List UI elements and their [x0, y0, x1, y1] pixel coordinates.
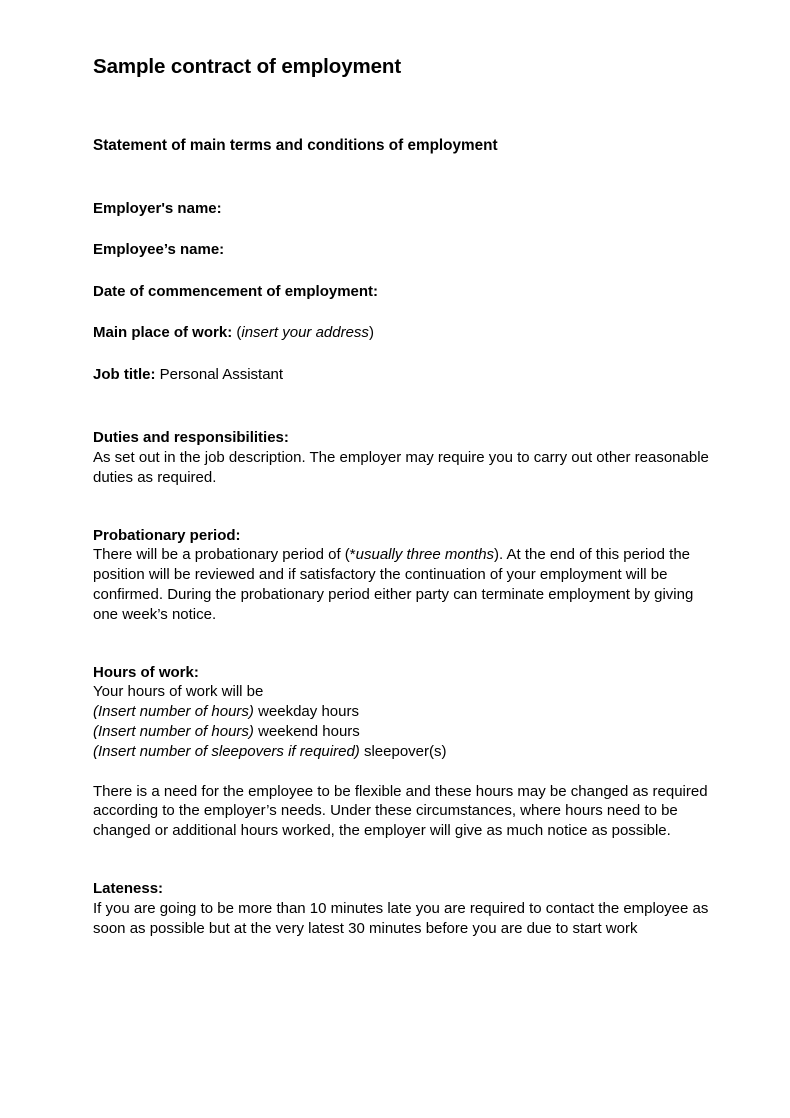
field-employer-name — [93, 199, 713, 219]
body-text-italic: usually three months — [355, 546, 495, 564]
spacer — [93, 80, 713, 136]
section-duties — [93, 428, 713, 487]
spacer — [93, 155, 713, 199]
field-label: Date of commencement of employment: — [93, 282, 379, 300]
document-content — [93, 55, 713, 938]
field-label: Employer's name: — [93, 199, 222, 217]
hours-line-text: weekend hours — [253, 722, 360, 740]
document-subtitle: Statement of main terms and conditions of employment — [93, 136, 498, 154]
hours-line-weekend — [93, 722, 713, 742]
section-probationary-period — [93, 526, 713, 625]
hours-line-sleepovers — [93, 742, 713, 762]
section-body: As set out in the job description. The employer may require you to carry out other reasonable duties as required. — [93, 449, 709, 486]
field-value-placeholder: insert your address — [241, 324, 369, 342]
employment-details-fields — [93, 199, 713, 385]
page-title: Sample contract of employment — [93, 55, 402, 78]
spacer — [93, 841, 713, 879]
field-commencement-date — [93, 282, 713, 302]
spacer — [93, 488, 713, 526]
spacer — [93, 384, 713, 428]
hours-intro: Your hours of work will be — [93, 683, 264, 701]
field-job-title — [93, 365, 713, 385]
field-main-place-of-work — [93, 323, 713, 343]
section-heading: Probationary period: — [93, 526, 241, 544]
section-lateness — [93, 879, 713, 938]
hours-line-weekday — [93, 702, 713, 722]
section-body: If you are going to be more than 10 minutes late you are required to contact the employee as soon as possible but at the very latest 30 minutes before you are due to start work — [93, 899, 709, 937]
hours-line-text: sleepover(s) — [359, 742, 447, 760]
section-body — [93, 545, 713, 624]
hours-placeholder: (Insert number of hours) — [93, 722, 254, 740]
hours-line-text: weekday hours — [253, 703, 359, 721]
spacer — [93, 625, 713, 663]
field-value-suffix: ) — [368, 324, 374, 342]
field-label: Employee’s name: — [93, 241, 225, 259]
spacer — [93, 762, 713, 782]
hours-flexibility-paragraph: There is a need for the employee to be flexible and these hours may be changed as required according to the employer’s needs. Under these circumstances, where hours need to be changed or additional hours worked, the employer will give as much notice as possible. — [93, 782, 708, 840]
hours-placeholder: (Insert number of sleepovers if required) — [93, 742, 360, 760]
hours-placeholder: (Insert number of hours) — [93, 703, 254, 721]
section-heading: Hours of work: — [93, 663, 199, 681]
body-text-part-1: There will be a probationary period of (* — [93, 546, 356, 564]
field-value: Personal Assistant — [155, 365, 284, 383]
section-heading: Duties and responsibilities: — [93, 429, 289, 447]
field-label: Main place of work: — [93, 324, 233, 342]
field-value-prefix: ( — [232, 324, 242, 342]
section-hours-of-work — [93, 663, 713, 841]
section-heading: Lateness: — [93, 879, 164, 897]
field-label: Job title: — [93, 365, 156, 383]
field-employee-name — [93, 240, 713, 260]
body-text-part-2: ). At the end of this period the position will be reviewed and if satisfactory the continuation of your employment will be confirmed. During the probationary period either party can terminate employment by giving one week’s notice. — [93, 546, 694, 623]
